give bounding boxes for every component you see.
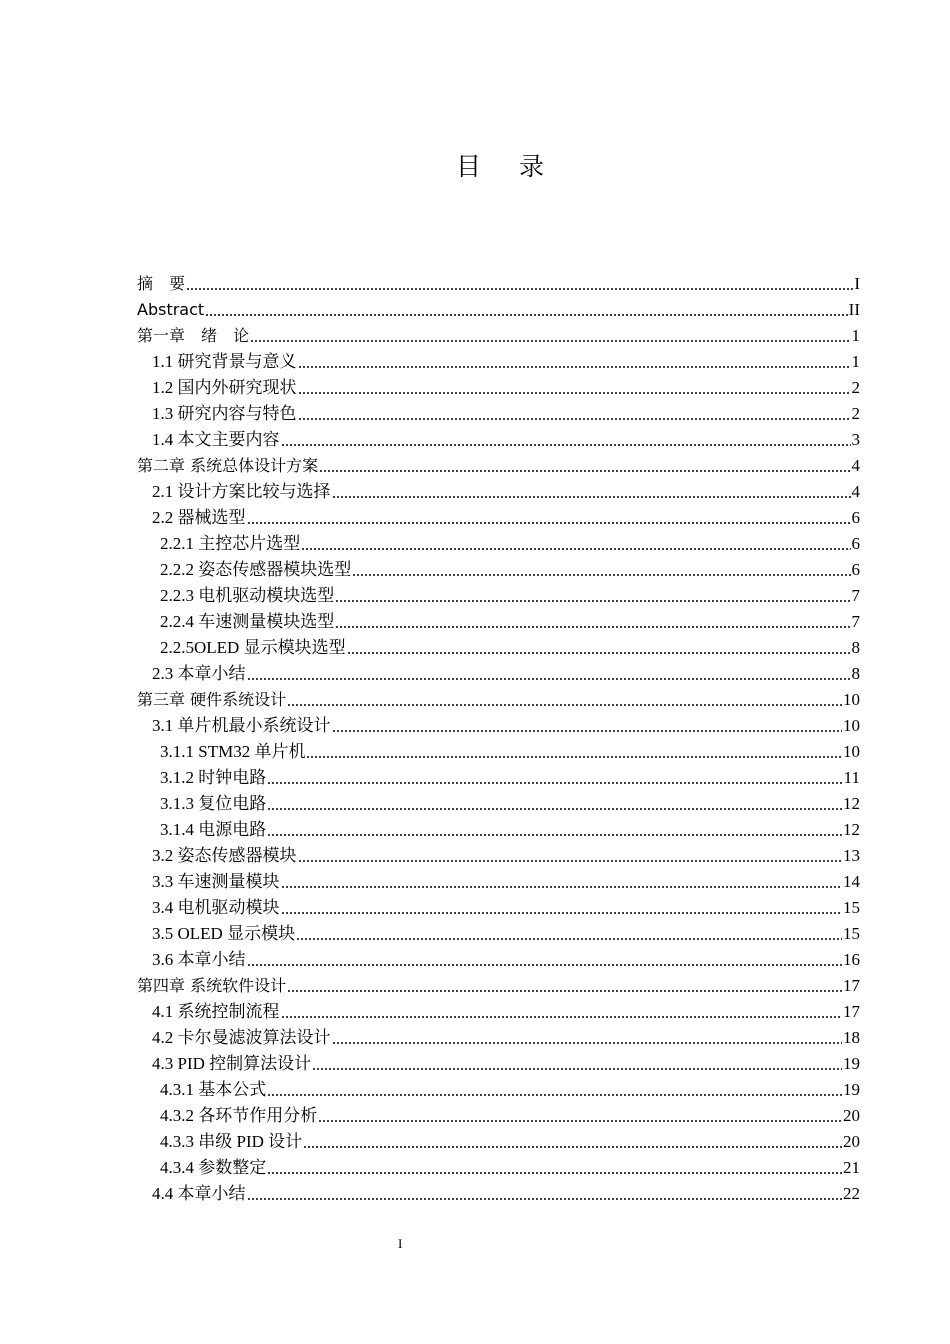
toc-entry[interactable] [137, 895, 860, 921]
toc-entry[interactable] [137, 1181, 860, 1207]
toc-entry[interactable] [137, 739, 860, 765]
dot-leader [335, 600, 850, 602]
toc-entry-page: 6 [851, 560, 860, 579]
toc-entry[interactable] [137, 271, 860, 297]
toc-entry-label: 1.3 研究内容与特色 [152, 404, 297, 423]
dot-leader [347, 652, 851, 654]
toc-entry-label: 4.3.3 串级 PID 设计 [160, 1132, 303, 1151]
dot-leader [318, 1120, 842, 1122]
toc-entry-page: 6 [851, 508, 860, 527]
toc-entry-label: 4.4 本章小结 [152, 1184, 246, 1203]
dot-leader [281, 444, 851, 446]
toc-entry-label: 3.3 车速测量模块 [152, 872, 280, 891]
toc-entry-label: 3.1.4 电源电路 [160, 820, 267, 839]
toc-entry-page: 7 [851, 612, 860, 631]
toc-entry[interactable] [137, 297, 860, 323]
dot-leader [298, 366, 851, 368]
dot-leader [287, 704, 842, 706]
dot-leader [281, 886, 843, 888]
toc-title-char: 录 [519, 152, 545, 181]
toc-entry-label: 4.3.4 参数整定 [160, 1158, 267, 1177]
toc-entry-label: 3.5 OLED 显示模块 [152, 924, 296, 943]
toc-entry-label: 第三章 硬件系统设计 [137, 690, 287, 709]
toc-entry[interactable] [137, 713, 860, 739]
toc-entry-page: 6 [851, 534, 860, 553]
toc-entry-page: 21 [843, 1158, 860, 1177]
dot-leader [267, 1172, 842, 1174]
dot-leader [287, 990, 842, 992]
toc-entry[interactable] [137, 635, 860, 661]
toc-entry[interactable] [137, 765, 860, 791]
dot-leader [306, 756, 842, 758]
toc-entry[interactable] [137, 479, 860, 505]
toc-entry[interactable] [137, 843, 860, 869]
toc-entry[interactable] [137, 427, 860, 453]
toc-entry-label: 1.2 国内外研究现状 [152, 378, 297, 397]
toc-entry-page: 10 [843, 716, 860, 735]
toc-entry-label: 第四章 系统软件设计 [137, 976, 287, 995]
dot-leader [312, 1068, 842, 1070]
toc-entry[interactable] [137, 531, 860, 557]
toc-entry[interactable] [137, 505, 860, 531]
dot-leader [281, 1016, 843, 1018]
toc-entry-page: 22 [843, 1184, 860, 1203]
dot-leader [332, 730, 843, 732]
toc-entry[interactable] [137, 791, 860, 817]
toc-entry-label: 4.3.2 各环节作用分析 [160, 1106, 318, 1125]
toc-entry-label: 2.2.1 主控芯片选型 [160, 534, 301, 553]
toc-entry-label: 4.3.1 基本公式 [160, 1080, 267, 1099]
toc-entry-page: 15 [843, 924, 860, 943]
toc-entry-page: 1 [851, 352, 860, 371]
toc-entry-label: 2.2.4 车速测量模块选型 [160, 612, 335, 631]
table-of-contents [137, 271, 860, 1207]
dot-leader [332, 496, 851, 498]
dot-leader [267, 1094, 842, 1096]
toc-entry[interactable] [137, 1051, 860, 1077]
dot-leader [319, 470, 850, 472]
dot-leader [332, 1042, 843, 1044]
toc-entry-label: 4.1 系统控制流程 [152, 1002, 280, 1021]
dot-leader [335, 626, 850, 628]
dot-leader [296, 938, 842, 940]
toc-entry[interactable] [137, 687, 860, 713]
toc-entry-label: 2.3 本章小结 [152, 664, 246, 683]
toc-entry-page: 18 [843, 1028, 860, 1047]
toc-entry-label: 3.1 单片机最小系统设计 [152, 716, 331, 735]
toc-entry-page: 20 [843, 1106, 860, 1125]
toc-entry-page: 17 [843, 976, 860, 995]
toc-entry-label: 3.6 本章小结 [152, 950, 246, 969]
dot-leader [298, 860, 843, 862]
toc-entry-page: 10 [843, 742, 860, 761]
toc-entry[interactable] [137, 947, 860, 973]
toc-entry[interactable] [137, 869, 860, 895]
toc-entry-label: 4.2 卡尔曼滤波算法设计 [152, 1028, 331, 1047]
toc-entry-label: 1.1 研究背景与意义 [152, 352, 297, 371]
toc-entry[interactable] [137, 557, 860, 583]
toc-entry-page: II [848, 300, 860, 319]
toc-entry-label: 3.1.1 STM32 单片机 [160, 742, 306, 761]
toc-entry[interactable] [137, 999, 860, 1025]
toc-entry-page: 19 [843, 1080, 860, 1099]
toc-entry[interactable] [137, 583, 860, 609]
dot-leader [247, 964, 843, 966]
toc-entry-page: 11 [843, 768, 860, 787]
toc-entry-page: 2 [851, 378, 860, 397]
dot-leader [247, 1198, 843, 1200]
toc-entry[interactable] [137, 973, 860, 999]
toc-entry-page: 13 [843, 846, 860, 865]
dot-leader [281, 912, 843, 914]
toc-entry-label: 3.1.3 复位电路 [160, 794, 267, 813]
toc-entry[interactable] [137, 661, 860, 687]
toc-entry-page: 12 [843, 794, 860, 813]
toc-entry-label: 摘 要 [137, 274, 186, 293]
toc-entry-label: 3.1.2 时钟电路 [160, 768, 267, 787]
toc-entry[interactable] [137, 1077, 860, 1103]
toc-entry-label: 2.1 设计方案比较与选择 [152, 482, 331, 501]
dot-leader [301, 548, 850, 550]
toc-entry-page: 14 [843, 872, 860, 891]
toc-entry[interactable] [137, 349, 860, 375]
toc-entry-label: 3.4 电机驱动模块 [152, 898, 280, 917]
toc-entry-page: 16 [843, 950, 860, 969]
toc-entry-page: 7 [851, 586, 860, 605]
toc-entry-label: Abstract [137, 300, 205, 319]
toc-title-char: 目 [455, 152, 481, 181]
dot-leader [250, 340, 850, 342]
toc-title [0, 147, 950, 183]
dot-leader [298, 418, 851, 420]
toc-entry-label: 2.2.5OLED 显示模块选型 [160, 638, 346, 657]
toc-entry[interactable] [137, 609, 860, 635]
toc-entry[interactable] [137, 401, 860, 427]
dot-leader [352, 574, 850, 576]
toc-entry[interactable] [137, 375, 860, 401]
dot-leader [247, 678, 851, 680]
toc-entry-page: 10 [843, 690, 860, 709]
toc-entry-page: 4 [851, 456, 860, 475]
toc-entry-page: 15 [843, 898, 860, 917]
toc-entry-page: 12 [843, 820, 860, 839]
toc-entry-page: 8 [851, 664, 860, 683]
toc-entry-label: 2.2.2 姿态传感器模块选型 [160, 560, 352, 579]
toc-entry-label: 4.3 PID 控制算法设计 [152, 1054, 312, 1073]
dot-leader [205, 314, 848, 316]
toc-entry-label: 3.2 姿态传感器模块 [152, 846, 297, 865]
toc-entry-page: 1 [851, 326, 860, 345]
toc-entry-label: 第一章 绪 论 [137, 326, 250, 345]
toc-entry-page: 20 [843, 1132, 860, 1151]
toc-entry-page: 8 [851, 638, 860, 657]
toc-entry-page: 17 [843, 1002, 860, 1021]
toc-entry-page: 19 [843, 1054, 860, 1073]
toc-entry[interactable] [137, 323, 860, 349]
dot-leader [267, 834, 842, 836]
toc-entry[interactable] [137, 1155, 860, 1181]
toc-entry-page: 4 [851, 482, 860, 501]
toc-entry-page: I [854, 274, 860, 293]
dot-leader [267, 782, 842, 784]
page-number-footer: I [398, 1236, 403, 1251]
dot-leader [267, 808, 842, 810]
toc-entry-page: 3 [851, 430, 860, 449]
toc-entry-label: 2.2 器械选型 [152, 508, 246, 527]
dot-leader [247, 522, 851, 524]
toc-entry[interactable] [137, 1103, 860, 1129]
toc-entry[interactable] [137, 921, 860, 947]
dot-leader [298, 392, 851, 394]
toc-entry[interactable] [137, 453, 860, 479]
toc-entry[interactable] [137, 817, 860, 843]
toc-entry[interactable] [137, 1025, 860, 1051]
toc-entry-label: 第二章 系统总体设计方案 [137, 456, 319, 475]
toc-entry[interactable] [137, 1129, 860, 1155]
dot-leader [303, 1146, 842, 1148]
toc-entry-page: 2 [851, 404, 860, 423]
dot-leader [186, 288, 853, 290]
toc-entry-label: 2.2.3 电机驱动模块选型 [160, 586, 335, 605]
toc-entry-label: 1.4 本文主要内容 [152, 430, 280, 449]
